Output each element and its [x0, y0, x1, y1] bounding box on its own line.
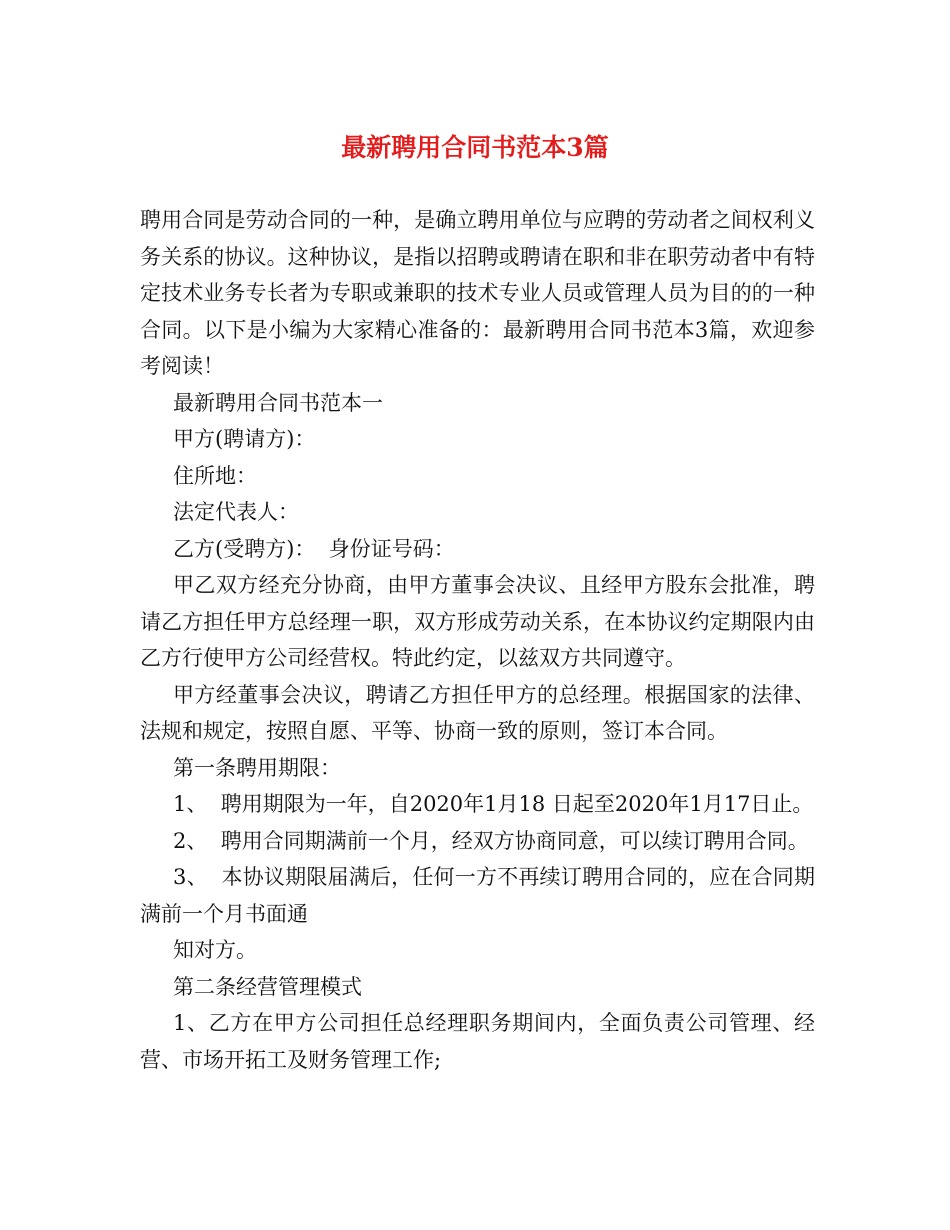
article-one-item-3-continued: 知对方。 — [173, 938, 257, 962]
section-heading-template-one: 最新聘用合同书范本一 — [173, 390, 383, 415]
intro-paragraph: 聘用合同是劳动合同的一种，是确立聘用单位与应聘的劳动者之间权利义务关系的协议。这种协议，是指以招聘或聘请在职和非在职劳动者中有特定技术业务专长者为专职或兼职的技术专业人员或管理人员为目的的一种合同。以下是小编为大家精心准备的：最新聘用合同书范本3篇，欢迎参考阅读！ — [140, 208, 815, 378]
party-b-line: 乙方(受聘方)： 身份证号码： — [173, 536, 455, 561]
party-a-line: 甲方(聘请方)： — [173, 427, 316, 451]
document-title: 最新聘用合同书范本3篇 — [341, 133, 609, 162]
article-one-item-2: 2、 聘用合同期满前一个月，经双方协商同意，可以续订聘用合同。 — [173, 828, 809, 853]
legal-representative-line: 法定代表人： — [173, 500, 299, 524]
article-two-heading: 第二条经营管理模式 — [173, 974, 362, 999]
agreement-paragraph: 甲乙双方经充分协商，由甲方董事会决议、且经甲方股东会批准，聘请乙方担任甲方总经理一职，双方形成劳动关系，在本协议约定期限内由乙方行使甲方公司经营权。特此约定，以兹双方共同遵守。 — [140, 573, 815, 670]
board-resolution-paragraph: 甲方经董事会决议，聘请乙方担任甲方的总经理。根据国家的法律、法规和规定，按照自愿、平等、协商一致的原则，签订本合同。 — [140, 682, 815, 743]
document-body — [140, 202, 815, 1078]
article-one-item-1: 1、 聘用期限为一年，自2020年1月18 日起至2020年1月17日止。 — [173, 792, 814, 816]
article-one-heading: 第一条聘用期限： — [173, 755, 341, 780]
address-line: 住所地： — [173, 463, 257, 488]
article-two-item-1: 1、乙方在甲方公司担任总经理职务期间内，全面负责公司管理、经营、市场开拓工及财务管理工作; — [140, 1011, 815, 1072]
article-one-item-3: 3、 本协议期限届满后，任何一方不再续订聘用合同的，应在合同期满前一个月书面通 — [140, 865, 815, 926]
